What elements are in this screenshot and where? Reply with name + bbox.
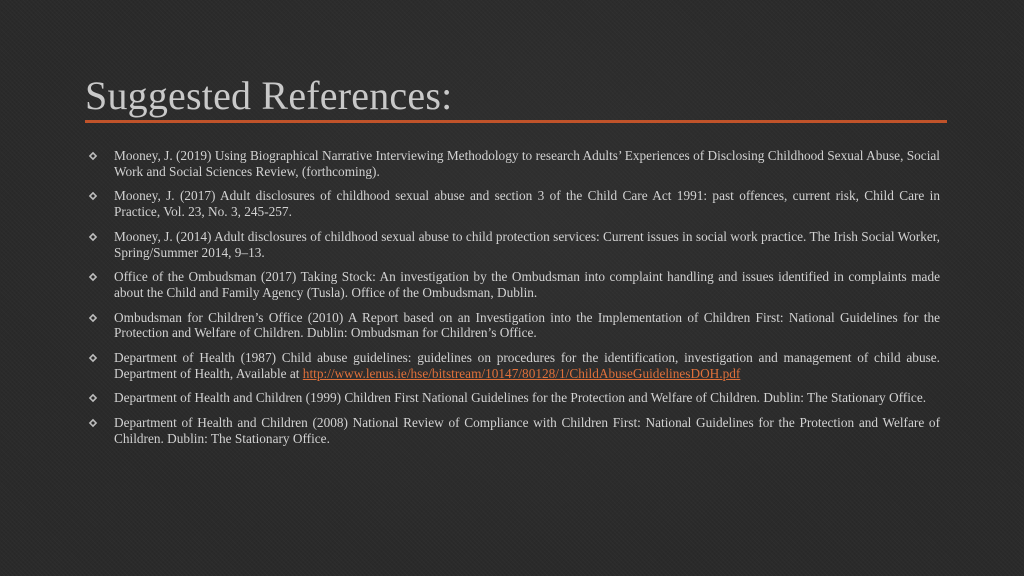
diamond-bullet-icon: [88, 393, 98, 403]
diamond-bullet-icon: [88, 272, 98, 282]
reference-text: Mooney, J. (2019) Using Biographical Narrative Interviewing Methodology to research Adults’ Experiences of Disclosing Childhood Sexual Abuse, Social Work and Social Sciences Review, (forthcoming).: [114, 148, 940, 179]
diamond-bullet-icon: [88, 313, 98, 323]
title-underline: [85, 120, 947, 123]
reference-text: Department of Health and Children (2008) National Review of Compliance with Children First: National Guidelines for the Protection and Welfare of Children. Dublin: The Stationary Office.: [114, 414, 940, 446]
diamond-bullet-icon: [88, 232, 98, 242]
reference-item: [88, 390, 940, 406]
diamond-bullet-icon: [88, 353, 98, 363]
reference-item: [88, 188, 940, 220]
reference-link[interactable]: http://www.lenus.ie/hse/bitstream/10147/80128/1/ChildAbuseGuidelinesDOH.pdf: [302, 365, 741, 381]
reference-text: Mooney, J. (2014) Adult disclosures of childhood sexual abuse to child protection services: Current issues in social work practice. The Irish Social Worker, Spring/Summer 2014, 9–13.: [114, 228, 940, 260]
slide-title: Suggested References:: [85, 73, 453, 118]
reference-item: [88, 350, 940, 382]
reference-list: [88, 148, 940, 455]
reference-text: Ombudsman for Children’s Office (2010) A Report based on an Investigation into the Implementation of Children First: National Guidelines for the Protection and Welfare of Children. Dublin: Ombudsman for Children’s Office.: [114, 309, 940, 341]
reference-text: Department of Health (1987) Child abuse guidelines: guidelines on procedures for the identification, investigation and management of child abuse. Department of Health, Available at: [114, 349, 940, 381]
reference-item: [88, 148, 940, 180]
reference-item: [88, 415, 940, 447]
reference-item: [88, 269, 940, 301]
diamond-bullet-icon: [88, 418, 98, 428]
diamond-bullet-icon: [88, 191, 98, 201]
reference-text: Office of the Ombudsman (2017) Taking Stock: An investigation by the Ombudsman into complaint handling and issues identified in complaints made about the Child and Family Agency (Tusla). Office of the Ombudsman, Dublin.: [114, 269, 940, 300]
reference-text: Department of Health and Children (1999) Children First National Guidelines for the Protection and Welfare of Children. Dublin: The Stationary Office.: [114, 390, 927, 406]
reference-text: Mooney, J. (2017) Adult disclosures of childhood sexual abuse and section 3 of the Child Care Act 1991: past offences, current risk, Child Care in Practice, Vol. 23, No. 3, 245-257.: [114, 188, 940, 220]
diamond-bullet-icon: [88, 151, 98, 161]
reference-item: [88, 310, 940, 342]
reference-item: [88, 229, 940, 261]
